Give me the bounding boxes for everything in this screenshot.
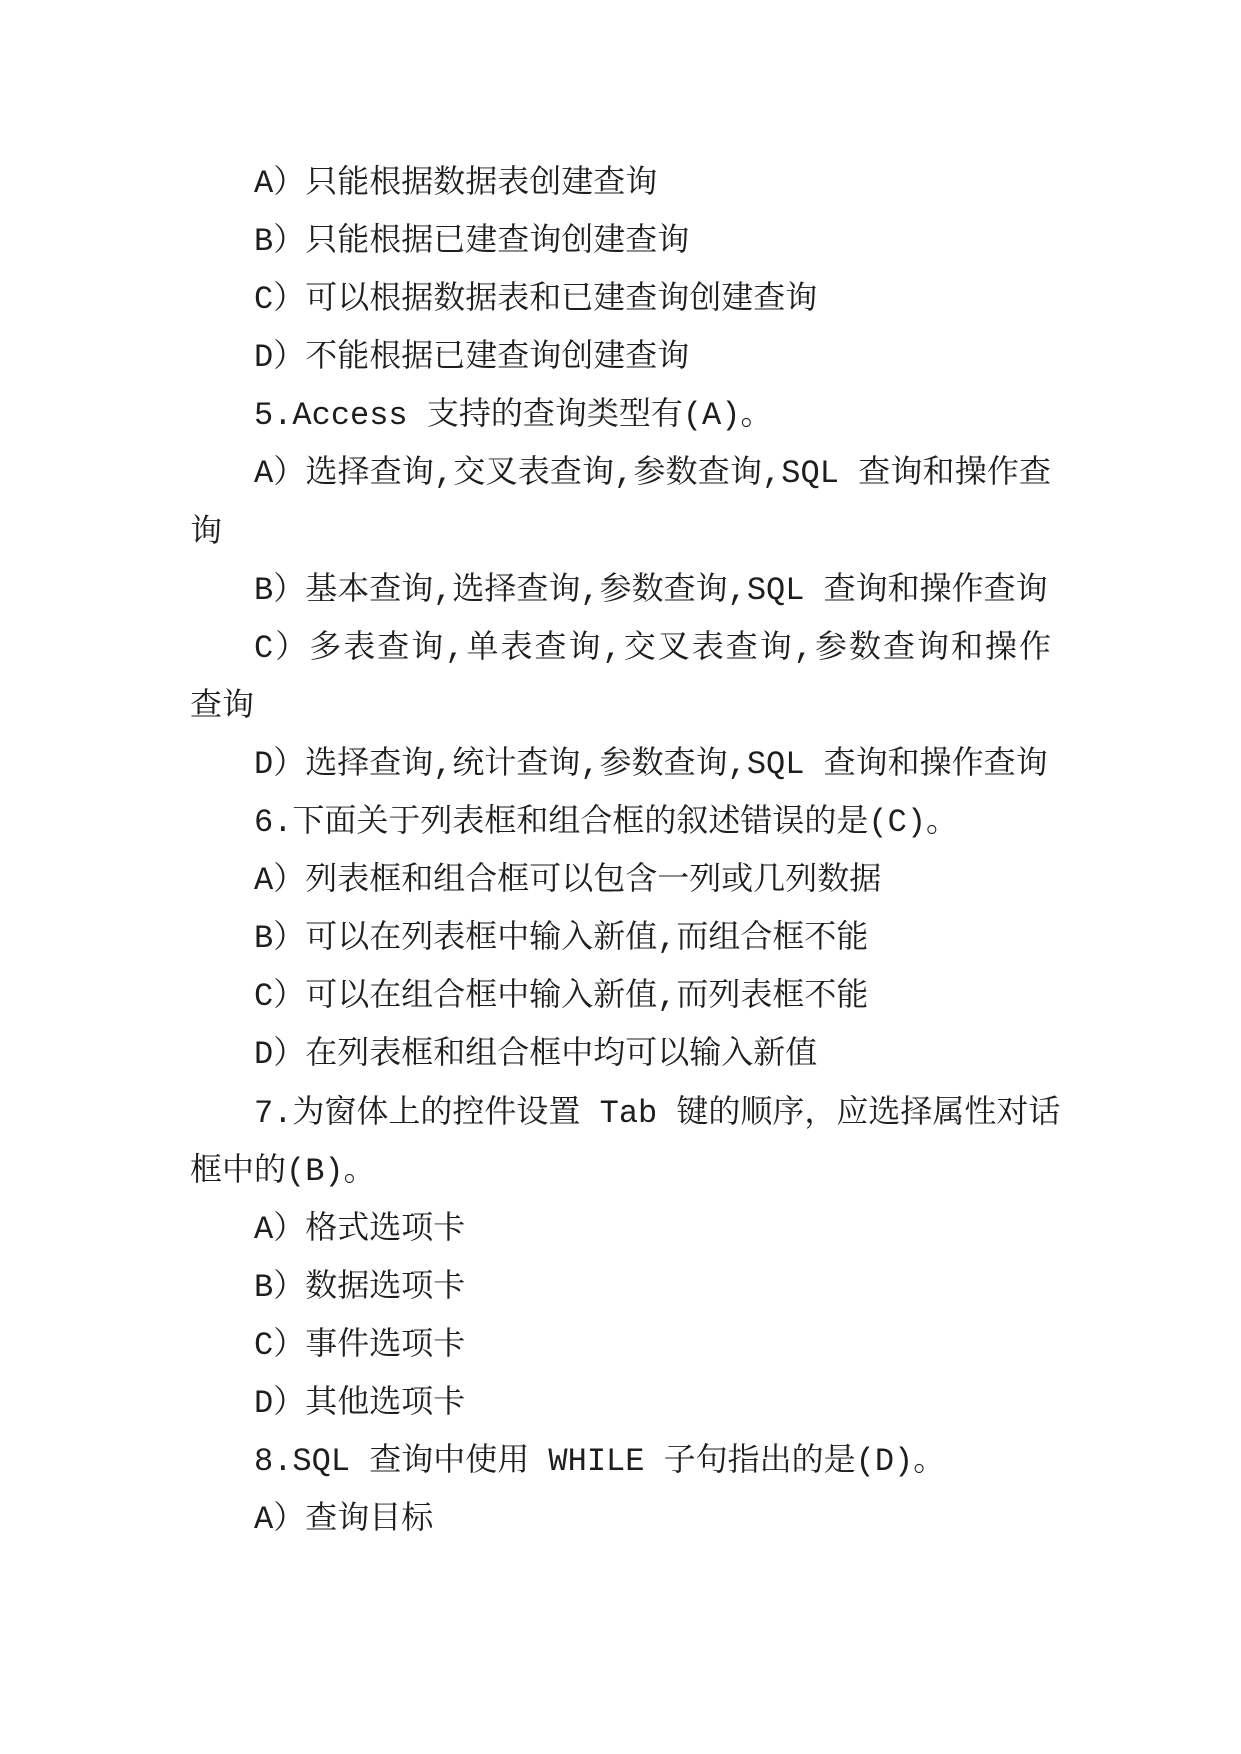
question-5-stem xyxy=(190,387,1051,445)
question-5-option-d xyxy=(190,736,1051,794)
question-stem-text: 8.SQL 查询中使用 WHILE 子句指出的是(D)。 xyxy=(254,1443,946,1481)
document-body xyxy=(190,155,1061,1549)
question-8-stem xyxy=(190,1433,1051,1491)
option-d-text: D）不能根据已建查询创建查询 xyxy=(254,339,690,377)
question-7 xyxy=(190,1085,1061,1434)
question-5 xyxy=(190,387,1051,794)
question-5-option-a xyxy=(190,445,1051,561)
option-c-text: C）事件选项卡 xyxy=(254,1326,466,1364)
option-a-text: A）格式选项卡 xyxy=(254,1210,466,1248)
question-6-option-a xyxy=(190,852,1051,910)
option-b-text: B）只能根据已建查询创建查询 xyxy=(254,223,690,261)
option-d xyxy=(190,329,1051,387)
option-c xyxy=(190,271,1051,329)
question-stem-text-line-1: 7.为窗体上的控件设置 Tab 键的顺序，应选择属性对话 xyxy=(254,1094,1061,1132)
question-continued xyxy=(190,155,1051,387)
question-7-option-a xyxy=(190,1201,1051,1259)
question-stem-text: 6.下面关于列表框和组合框的叙述错误的是(C)。 xyxy=(254,804,959,842)
option-b-text: B）基本查询,选择查询,参数查询,SQL 查询和操作查询 xyxy=(254,571,1048,609)
option-a-text: A）列表框和组合框可以包含一列或几列数据 xyxy=(254,862,882,900)
option-a-text-line-1: A）选择查询,交叉表查询,参数查询,SQL 查询和操作查 xyxy=(254,455,1051,493)
question-7-stem xyxy=(190,1085,1061,1201)
option-d-text: D）其他选项卡 xyxy=(254,1384,466,1422)
option-c-text: C）可以在组合框中输入新值,而列表框不能 xyxy=(254,978,869,1016)
question-5-option-b xyxy=(190,562,1051,620)
question-6-option-b xyxy=(190,910,1051,968)
question-5-option-c xyxy=(190,620,1051,736)
question-8-option-a xyxy=(190,1491,1051,1549)
question-7-option-d xyxy=(190,1375,1051,1433)
question-6-stem xyxy=(190,794,1051,852)
question-8 xyxy=(190,1433,1051,1549)
option-c-text-line-2: 查询 xyxy=(190,687,255,725)
option-a xyxy=(190,155,1051,213)
question-6 xyxy=(190,794,1051,1084)
question-6-option-c xyxy=(190,968,1051,1026)
option-a-text-line-2: 询 xyxy=(190,513,223,551)
question-stem-text-line-2: 框中的(B)。 xyxy=(190,1152,376,1190)
question-stem-text: 5.Access 支持的查询类型有(A)。 xyxy=(254,397,773,435)
option-a-text: A）查询目标 xyxy=(254,1501,434,1539)
question-7-option-c xyxy=(190,1317,1051,1375)
option-b-text: B）数据选项卡 xyxy=(254,1268,466,1306)
question-6-option-d xyxy=(190,1026,1051,1084)
question-7-option-b xyxy=(190,1259,1051,1317)
option-c-text: C）可以根据数据表和已建查询创建查询 xyxy=(254,281,818,319)
option-d-text: D）在列表框和组合框中均可以输入新值 xyxy=(254,1036,818,1074)
option-d-text: D）选择查询,统计查询,参数查询,SQL 查询和操作查询 xyxy=(254,745,1048,783)
option-b-text: B）可以在列表框中输入新值,而组合框不能 xyxy=(254,920,869,958)
option-c-text-line-1: C）多表查询,单表查询,交叉表查询,参数查询和操作 xyxy=(254,629,1051,667)
option-b xyxy=(190,213,1051,271)
option-a-text: A）只能根据数据表创建查询 xyxy=(254,165,658,202)
